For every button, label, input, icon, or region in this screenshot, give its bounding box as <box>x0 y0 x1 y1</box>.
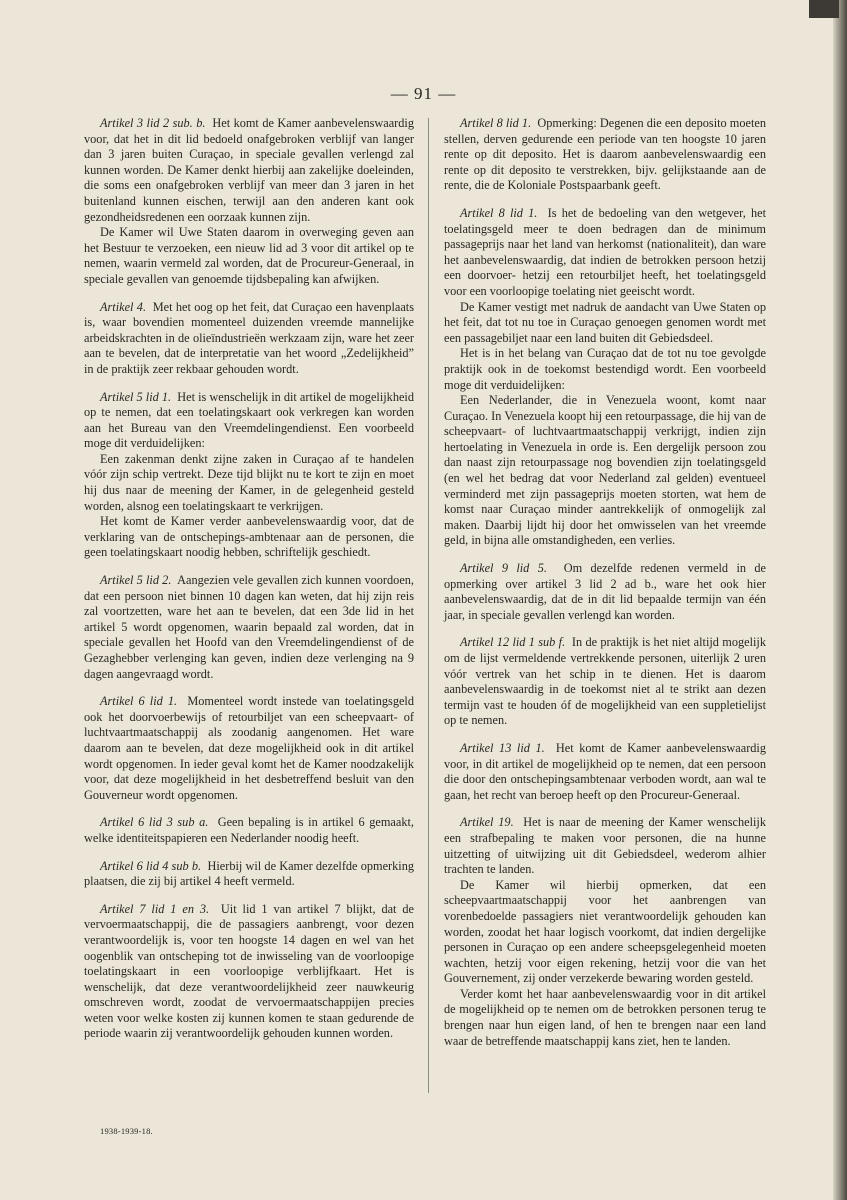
paragraph <box>84 514 414 561</box>
paragraph <box>444 346 766 393</box>
paragraph <box>444 300 766 347</box>
paragraph <box>84 573 414 682</box>
paragraph <box>444 206 766 300</box>
page-number: — 91 — <box>390 84 457 103</box>
paragraph-text: In de praktijk is het niet altijd mogelijk om de lijst vermeldende vertrekkende personen, uiterlijk 2 uren vóór vertrek van het schip in te dienen. Het is daarom aanbevelenswaardig in de toekomst niet al te strikt aan dezen termijn vast te houden óf de mogelijkheid van een suppletielijst op te nemen. <box>444 635 766 728</box>
article-heading: Artikel 7 lid 1 en 3. <box>100 901 210 916</box>
paragraph <box>444 635 766 729</box>
paragraph <box>444 987 766 1049</box>
paragraph-text: Is het de bedoeling van den wetgever, het toelatingsgeld meer te doen bedragen dan de minimum passageprijs naar het land van herkomst (nationaliteit), dan ware het aanbevelenswaardig, dat indien de betrokken persoon hetzij een doorvoer- hetzij een retourbiljet heeft, het toelatingsgeld voor een voorloopige toelating niet geeischt wordt. <box>444 205 766 298</box>
page-corner <box>809 0 839 18</box>
paragraph-text: Verder komt het haar aanbevelenswaardig voor in dit artikel de mogelijkheid op te nemen om de betrokken personen terug te brengen naar hun eigen land, of hen te brengen naar een land waar de betreffende maatschappij kans ziet, hen te landen. <box>444 986 766 1048</box>
paragraph-text: Het komt de Kamer verder aanbevelenswaardig voor, dat de verklaring van de ontschepings-ambtenaar aan de personen, die geen toelatingskaart noodig hebben, schriftelijk geschiedt. <box>84 514 414 560</box>
paragraph-text: Het is naar de meening der Kamer wenschelijk een strafbepaling te maken voor personen, die na hunne uitzetting of uitwijzing uit dit Gebiedsdeel, wederom alhier trachten te landen. <box>444 815 766 877</box>
article-heading: Artikel 5 lid 1. <box>100 389 172 404</box>
paragraph <box>84 390 414 452</box>
paragraph <box>84 902 414 1042</box>
paragraph-text: Het is wenschelijk in dit artikel de mogelijkheid op te nemen, dat een toelatingskaart ook verkregen kan worden aan het Bureau van den Vreemdelingendienst. Een voorbeeld moge dit verduidelijken: <box>84 389 414 451</box>
paragraph <box>84 859 414 890</box>
article-heading: Artikel 19. <box>460 815 514 830</box>
paragraph-text: Het komt de Kamer aanbevelenswaardig voor, dat het in dit lid bedoeld onafgebroken verblijf van langer dan 3 jaren buiten Curaçao, in speciale gevallen verlengd zal kunnen worden. De Kamer denkt hierbij aan zakelijke doeleinden, die soms een onafgebroken verblijf van meer dan 3 jaren in het buitenland kunnen eischen, terwijl aan den anderen kant ook gezondheidsredenen een oorzaak kunnen zijn. <box>84 116 414 224</box>
paragraph <box>444 116 766 194</box>
article-heading: Artikel 5 lid 2. <box>100 573 172 588</box>
article-heading: Artikel 8 lid 1. <box>460 205 538 220</box>
paragraph-text: Geen bepaling is in artikel 6 gemaakt, welke identiteitspapieren een Nederlander noodig heeft. <box>84 815 414 845</box>
paragraph <box>84 225 414 287</box>
paragraph-text: Hierbij wil de Kamer dezelfde opmerking plaatsen, die zij bij artikel 4 heeft vermeld. <box>84 858 414 889</box>
paragraph-text: Het is in het belang van Curaçao dat de tot nu toe gevolgde praktijk ook in de toekomst bestendigd wordt. Een voorbeeld moge dit verduidelijken: <box>444 346 766 392</box>
paragraph <box>84 694 414 803</box>
paragraph <box>84 452 414 514</box>
paragraph-text: Uit lid 1 van artikel 7 blijkt, dat de vervoermaatschappij, die de passagiers aanbrengt, voor dezen verantwoordelijk is, voor ten hoogste 14 dagen en wel van het oogenblik van ontscheping tot de inwisseling van de voorloopige toelatingskaart in een voorloopige verblijfkaart. Het is wenschelijk, dat deze verantwoordelijkheid zeer nauwkeurig omschreven wordt, zoodat de vervoermaatschappijen precies weten voor welke kosten zij kunnen komen te staan gedurende de periode waarin zij verantwoordelijk gehouden kunnen worden. <box>84 901 414 1041</box>
paragraph-text: Een Nederlander, die in Venezuela woont, komt naar Curaçao. In Venezuela koopt hij een retourpassage, die hij van de scheepvaart- of luchtvaartmaatschappij verkrijgt, indien zijn hertoelating in Venezuela in orde is. Een dergelijk persoon zou dan naast zijn retourpassage nog bovendien zijn toelatingsgeld (en wel het bedrag dat voor Nederland zal gelden) eventueel verminderd met zijn passageprijs moeten storten, wat hem de komst naar Curaçao minder aantrekkelijk of onmogelijk zal maken. Daarbij lijdt hij door het omwisselen van het vreemde geld, in bijna alle omstandigheden, een verlies. <box>444 393 766 548</box>
paragraph <box>444 561 766 623</box>
article-heading: Artikel 6 lid 1. <box>100 694 178 709</box>
paragraph-text: De Kamer wil hierbij opmerken, dat een scheepvaartmaatschappij voor het aanbrengen van vorenbedoelde passagiers niet verantwoordelijk gehouden kan worden, zoodat het haar logisch voorkomt, dat indien dergelijke personen in Curaçao op een andere scheepsgelegenheid moeten wachten, hetzij voor eigen rekening, hetzij voor die van het Gouvernement, zij onder verzekerde bewaring worden gesteld. <box>444 877 766 986</box>
paragraph-text: Opmerking: Degenen die een deposito moeten stellen, derven gedurende een periode van ten hoogste 10 jaren rente op dit deposito. Het is daarom aanbevelenswaardig een rente op dit deposito te verstrekken, bijv. gelijkstaande aan de rente, die de Koloniale Postspaarbank geeft. <box>444 116 766 193</box>
paragraph-text: Een zakenman denkt zijne zaken in Curaçao af te handelen vóór zijn schip vertrekt. Deze tijd blijkt nu te kort te zijn en moet hij dus naar de meening der Kamer, in de gelegenheid gesteld worden, alsnog een toelatingskaart te verkrijgen. <box>84 451 414 513</box>
paragraph-text: Met het oog op het feit, dat Curaçao een havenplaats is, waar bovendien momenteel duizenden vreemde mannelijke arbeidskrachten in de olieïndustrieën werkzaam zijn, ware het zeer aan te bevelen, dat de interpretatie van het woord „Zedelijkheid” in de praktijk zeer rekbaar gehouden wordt. <box>84 299 414 376</box>
paragraph-text: De Kamer wil Uwe Staten daarom in overweging geven aan het Bestuur te verzoeken, een nieuw lid ad 3 voor dit artikel op te nemen, waarin vermeld zal worden, dat de Procureur-Generaal, in speciale gevallen van genoemde tijdsbepaling kan afwijken. <box>84 225 414 286</box>
article-heading: Artikel 4. <box>100 299 147 314</box>
paragraph <box>444 815 766 877</box>
left-column <box>84 116 414 1042</box>
paragraph <box>84 116 414 225</box>
paragraph <box>444 393 766 549</box>
paragraph-text: Momenteel wordt instede van toelatingsgeld ook het doorvoerbewijs of retourbiljet van een scheepvaart- of luchtvaartmaatschappij als zoodanig aangenomen. Het ware daarom aan te bevelen, dat deze mogelijkheid ook in dit artikel wordt opgenomen. In ieder geval komt het de Kamer noodzakelijk voor, dat deze mogelijkheid in het desbetreffend besluit van den Gouverneur wordt opgenomen. <box>84 694 414 802</box>
article-heading: Artikel 9 lid 5. <box>460 561 547 576</box>
paragraph-text: Het komt de Kamer aanbevelenswaardig voor, in dit artikel de mogelijkheid op te nemen, dat een persoon die door den ontschepingsambtenaar verboden wordt, aan wal te gaan, het recht van beroep heeft op den Procureur-Generaal. <box>444 740 767 802</box>
column-divider <box>428 118 429 1093</box>
article-heading: Artikel 6 lid 4 sub b. <box>100 858 202 873</box>
paragraph-text: Aangezien vele gevallen zich kunnen voordoen, dat een persoon niet binnen 10 dagen kan weten, dat hij zijn reis zal voortzetten, ware het aan te bevelen, dat een 3de lid in het artikel 5 wordt opgenomen, waarin bepaald zal worden, dat in speciale gevallen het Hoofd van den Vreemdelingendienst of de Gezaghebber verlenging kan geven, indien deze verlenging na 9 dagen aangevraagd wordt. <box>84 573 414 681</box>
paragraph <box>84 815 414 846</box>
article-heading: Artikel 13 lid 1. <box>460 740 545 755</box>
paragraph-text: De Kamer vestigt met nadruk de aandacht van Uwe Staten op het feit, dat tot nu toe in Curaçao genoegen genomen wordt met een passagebiljet naar een land buiten dit Gebiedsdeel. <box>444 299 766 345</box>
paragraph <box>444 878 766 987</box>
paragraph-text: Om dezelfde redenen vermeld in de opmerking over artikel 3 lid 2 ad b., ware het ook hier aanbevelenswaardig, dat de in dit lid bepaalde termijn van één jaar, in speciale gevallen verlengd kan worden. <box>444 561 766 622</box>
footer-reference: 1938-1939-18. <box>100 1126 153 1136</box>
paragraph <box>444 741 766 803</box>
right-column <box>444 116 766 1049</box>
article-heading: Artikel 6 lid 3 sub a. <box>100 815 209 830</box>
page-edge <box>833 0 847 1200</box>
article-heading: Artikel 12 lid 1 sub f. <box>460 635 566 650</box>
paragraph <box>84 300 414 378</box>
article-heading: Artikel 8 lid 1. <box>460 116 532 130</box>
article-heading: Artikel 3 lid 2 sub. b. <box>100 116 206 130</box>
